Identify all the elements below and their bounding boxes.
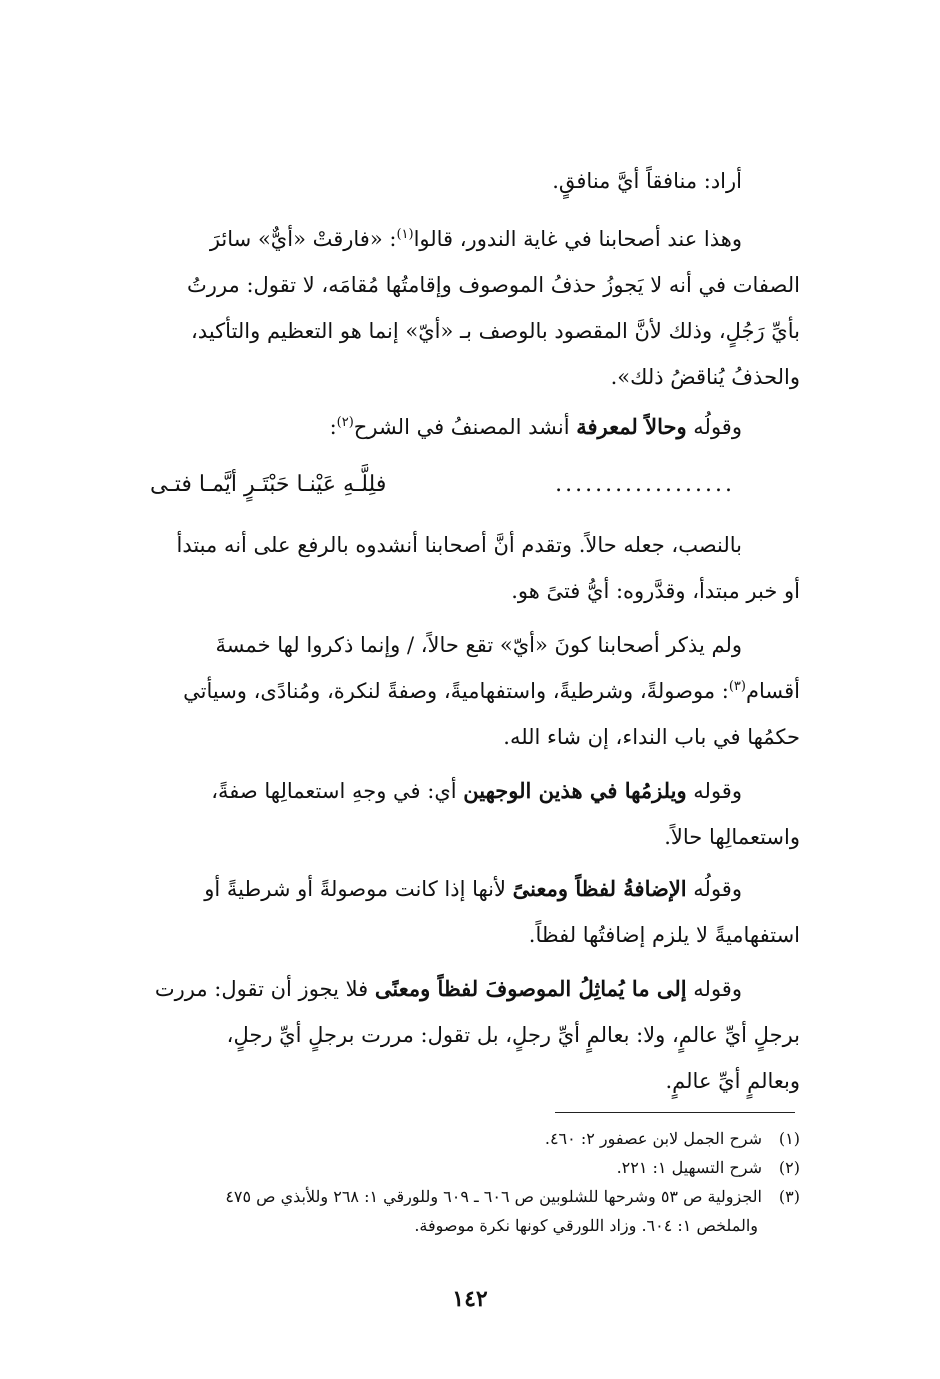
paragraph-8 [100, 966, 800, 1104]
text-run: فلا يجوز أن تقول: مررت [154, 977, 375, 1001]
text-run: وقولُه [686, 877, 742, 901]
footnote-text: شرح الجمل لابن عصفور ٢: ٤٦٠. [544, 1129, 762, 1148]
footnote-ref-3[interactable]: (٣) [728, 679, 746, 694]
page-number: ١٤٢ [452, 1286, 488, 1312]
bold-term: إلى ما يُماثِلُ الموصوفَ لفظاً ومعنًى [374, 976, 687, 1001]
paragraph-2-line-4: والحذفُ يُناقضُ ذلك». [610, 365, 800, 389]
paragraph-7-line-1 [100, 866, 800, 912]
paragraph-5 [100, 622, 800, 760]
paragraph-4-line-1: بالنصب، جعله حالاً. وتقدم أنَّ أصحابنا أنشدوه بالرفع على أنه مبتدأ [176, 533, 742, 557]
paragraph-3 [100, 404, 800, 450]
bold-term: الإضافةُ لفظاً ومعنىً [512, 876, 687, 901]
footnote-number: (١) [778, 1129, 800, 1148]
paragraph-6-line-1 [100, 768, 800, 814]
footnote-2 [100, 1153, 800, 1182]
paragraph-5-line-3: حكمُها في باب النداء، إن شاء الله. [503, 725, 800, 749]
paragraph-3-line-1 [100, 404, 800, 450]
footnote-text: شرح التسهيل ١: ٢٢١. [616, 1158, 762, 1177]
footnote-number: (٢) [778, 1158, 800, 1177]
paragraph-2-line-1 [100, 216, 800, 262]
footnote-ref-2[interactable]: (٢) [336, 415, 354, 430]
footnote-text: الجزولية ص ٥٣ وشرحها للشلوبين ص ٦٠٦ ـ ٦٠٩ وللورقي ١: ٢٦٨ وللأبذي ص ٤٧٥ [225, 1187, 762, 1206]
paragraph-6-line-2: واستعمالِها حالاً. [664, 825, 800, 849]
footnote-number: (٣) [778, 1187, 800, 1206]
paragraph-8-line-1 [100, 966, 800, 1012]
poetry-verse [150, 462, 735, 508]
paragraph-5-line-2 [100, 668, 800, 714]
text-run: وهذا عند أصحابنا في غاية الندور، قالوا [413, 227, 742, 251]
text-run: : [329, 415, 337, 439]
paragraph-4 [100, 522, 800, 614]
bold-term: وحالاً لمعرفة [576, 414, 687, 439]
paragraph-5-line-1: ولم يذكر أصحابنا كونَ «أيّ» تقع حالاً، / وإنما ذكروا لها خمسةَ [215, 633, 742, 657]
text-run: أي: في وجهِ استعمالِها صفةً، [211, 779, 464, 803]
paragraph-2 [100, 216, 800, 400]
paragraph-6 [100, 768, 800, 860]
paragraph-8-line-3: وبعالمٍ أيِّ عالمٍ. [665, 1069, 800, 1093]
text-run: وقوله [686, 977, 742, 1001]
paragraph-2-line-3: بأيِّ رَجُلٍ، وذلك لأنَّ المقصود بالوصف بـ «أيّ» إنما هو التعظيم والتأكيد، [191, 319, 800, 343]
paragraph-8-line-2: برجلٍ أيِّ عالمٍ، ولا: بعالمٍ أيِّ رجلٍ، بل تقول: مررت برجلٍ أيِّ رجلٍ، [226, 1023, 800, 1047]
verse-hemistich: فلِلَّـهِ عَيْنـا حَبْتَـرٍ أيَّمـا فتـى [150, 472, 387, 497]
footnote-divider [555, 1112, 795, 1113]
paragraph-1 [100, 158, 800, 204]
text-run: وقوله [686, 779, 742, 803]
footnote-ref-1[interactable]: (١) [396, 227, 414, 242]
paragraph-2-line-2: الصفات في أنه لا يَجوزُ حذفُ الموصوف وإقامتُها مُقامَه، لا تقول: مررتُ [187, 273, 800, 297]
bold-term: ويلزمُها في هذين الوجهين [463, 778, 687, 803]
text-run: : موصولةً، وشرطيةً، واستفهاميةً، وصفةً لنكرة، ومُنادًى، وسيأتي [183, 679, 729, 703]
footnotes [100, 1124, 800, 1240]
verse-ellipsis: .................. [555, 472, 735, 497]
text-run: وقولُه [686, 415, 742, 439]
text-run: : «فارقتْ «أيٌّ» سائرَ [209, 227, 397, 251]
paragraph-7 [100, 866, 800, 958]
text-run: لأنها إذا كانت موصولةً أو شرطيةً أو [204, 877, 513, 901]
footnote-1 [100, 1124, 800, 1153]
text-run: أقسام [745, 679, 800, 703]
paragraph-1-line: أراد: منافقاً أيَّ منافقٍ. [552, 169, 742, 193]
footnote-3 [100, 1182, 800, 1211]
footnote-3-continuation: والملخص ١: ٦٠٤. وزاد اللورقي كونها نكرة موصوفة. [414, 1216, 758, 1235]
paragraph-4-line-2: أو خبر مبتدأ، وقدَّروه: أيُّ فتىً هو. [511, 579, 800, 603]
paragraph-7-line-2: استفهاميةً لا يلزم إضافتُها لفظاً. [528, 923, 800, 947]
text-run: أنشد المصنفُ في الشرح [353, 415, 577, 439]
